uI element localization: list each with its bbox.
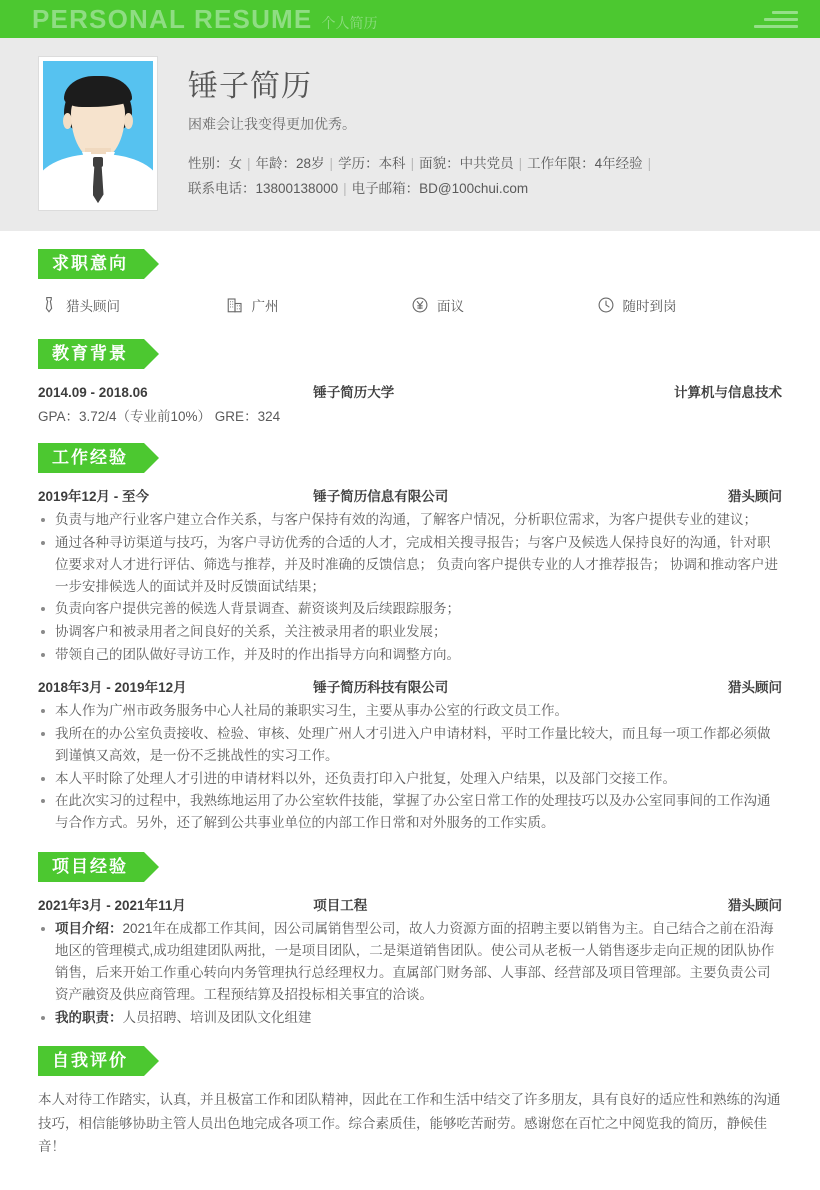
- entry-role: 猎头顾问: [727, 680, 782, 696]
- bullet-text: 2021年在成都工作其间，因公司属销售型公司，故人力资源方面的招聘主要以销售为主。自己结合之前在沿海地区的管理模式,成功组建团队两批，一是项目团队，二是渠道销售团队。使公司从老板一人销售逐步走向正规的团队协作销售，后来开始工作重心转向内务管理执行总经理权力。直属部门财务部、人事部、经营部及项目管理部。主要负责公司资产融资及供应商管理。工程预结算及招投标相关事宜的洽谈。: [55, 921, 775, 1002]
- section-title: 教育背景: [38, 339, 144, 369]
- brand-title-en: PERSONAL RESUME: [32, 4, 313, 34]
- bottom-spacer: [0, 1168, 820, 1190]
- intent-label: 面议: [437, 299, 464, 314]
- entry-subtext: GPA：3.72/4（专业前10%） GRE：324: [38, 409, 281, 424]
- list-item: 带领自己的团队做好寻访工作，并及时的作出指导方向和调整方向。: [38, 644, 782, 666]
- bullet-label: 我的职责：: [55, 1009, 123, 1025]
- bullet-text: 人员招聘、培训及团队文化组建: [122, 1009, 312, 1025]
- list-item: 在此次实习的过程中，我熟练地运用了办公室软件技能，掌握了办公室日常工作的处理技巧以及办公室同事间的工作沟通与合作方式。另外，还了解到公共事业单位的内部工作日常和对外服务的工作实质。: [38, 790, 782, 834]
- brand-title-cn: 个人简历: [321, 15, 378, 31]
- list-item: 通过各种寻访渠道与技巧，为客户寻访优秀的合适的人才，完成相关搜寻报告；与客户及候选人保持良好的沟通，针对职位要求对人才进行评估、筛选与推荐，并及时准确的反馈信息； 负责向客户提供专业的人才推荐报告； 协调和推动客户进一步安排候选人的面试并及时反馈面试结果；: [38, 532, 782, 598]
- intent-item-position: [40, 295, 226, 315]
- entry-date: 2019年12月 - 至今: [38, 489, 150, 504]
- list-item: [38, 1007, 782, 1029]
- entry-header: [38, 676, 782, 696]
- list-item: 本人平时除了处理人才引进的申请材料以外，还负责打印入户批复，处理入户结果，以及部门交接工作。: [38, 768, 782, 790]
- hamburger-menu-icon[interactable]: [754, 7, 798, 32]
- work-entry: [38, 676, 782, 834]
- meta-education: 学历：本科: [338, 156, 406, 171]
- work-bullet-list: [38, 509, 782, 666]
- menu-line-2: [764, 18, 798, 21]
- profile-meta-line-1: [188, 152, 788, 177]
- section-education: [0, 339, 820, 425]
- education-entry: [38, 381, 782, 425]
- entry-date: 2021年3月 - 2021年11月: [38, 898, 186, 914]
- profile-meta-line-2: [188, 177, 788, 202]
- meta-email: 电子邮箱：BD@100chui.com: [351, 180, 529, 196]
- top-header-bar: [0, 0, 820, 38]
- avatar-collar-right: [106, 152, 115, 174]
- list-item: 负责向客户提供完善的候选人背景调查、薪资谈判及后续跟踪服务；: [38, 598, 782, 620]
- section-self-evaluation: [0, 1046, 820, 1158]
- list-item: 我所在的办公室负责接收、检验、审核、处理广州人才引进入户申请材料，平时工作量比较大，而且每一项工作都必须做到谨慎又高效，是一份不乏挑战性的实习工作。: [38, 723, 782, 767]
- meta-divider: |: [647, 156, 652, 171]
- meta-divider: |: [410, 156, 415, 171]
- brand-title: [32, 6, 754, 32]
- entry-project-name: 项目工程: [313, 898, 368, 914]
- entry-header: [38, 381, 782, 401]
- avatar-fringe: [64, 76, 132, 108]
- tie-icon: [40, 296, 58, 314]
- entry-date: 2014.09 - 2018.06: [38, 385, 148, 400]
- profile-band: [0, 38, 820, 231]
- yen-circle-icon: [411, 296, 429, 314]
- section-header-education: [38, 339, 782, 369]
- work-entry: [38, 485, 782, 666]
- section-title: 求职意向: [38, 249, 144, 279]
- section-title: 自我评价: [38, 1046, 144, 1076]
- section-title: 项目经验: [38, 852, 144, 882]
- list-item: 本人作为广州市政务服务中心人社局的兼职实习生，主要从事办公室的行政文员工作。: [38, 700, 782, 722]
- intent-label: 广州: [251, 299, 279, 314]
- avatar-photo: [43, 61, 153, 206]
- intent-item-availability: [597, 295, 783, 315]
- meta-age: 年龄：28岁: [255, 156, 325, 171]
- intent-item-city: [226, 295, 412, 315]
- job-intent-row: [38, 291, 782, 321]
- meta-political-status: 面貌：中共党员: [419, 156, 514, 171]
- section-work-experience: [0, 443, 820, 834]
- avatar: [38, 56, 158, 211]
- entry-organization: 锤子简历大学: [313, 385, 395, 400]
- avatar-collar-left: [82, 152, 91, 174]
- section-header-project: [38, 852, 782, 882]
- profile-slogan: 困难会让我变得更加优秀。: [188, 116, 356, 132]
- entry-organization: 锤子简历信息有限公司: [313, 489, 449, 504]
- meta-gender: 性别：女: [188, 156, 242, 171]
- menu-line-1: [772, 11, 798, 14]
- entry-major: 计算机与信息技术: [673, 385, 782, 400]
- profile-info: [188, 56, 788, 211]
- meta-divider: |: [247, 156, 251, 171]
- project-entry: [38, 894, 782, 1028]
- menu-line-3: [754, 25, 798, 28]
- meta-divider: |: [329, 156, 334, 171]
- bullet-label: 项目介绍：: [55, 921, 123, 937]
- building-icon: [226, 296, 244, 314]
- entry-date: 2018年3月 - 2019年12月: [38, 680, 187, 696]
- section-header-job-intent: [38, 249, 782, 279]
- intent-label: 猎头顾问: [66, 299, 120, 314]
- list-item: [38, 918, 782, 1005]
- entry-role: 猎头顾问: [727, 898, 782, 914]
- list-item: 协调客户和被录用者之间良好的关系，关注被录用者的职业发展；: [38, 621, 782, 643]
- entry-header: [38, 894, 782, 914]
- section-header-self-eval: [38, 1046, 782, 1076]
- profile-name: 锤子简历: [188, 70, 312, 103]
- meta-divider: |: [518, 156, 523, 171]
- avatar-ear-right: [124, 113, 133, 129]
- entry-role: 猎头顾问: [727, 489, 782, 504]
- project-bullet-list: [38, 918, 782, 1028]
- section-job-intent: [0, 249, 820, 321]
- section-project-experience: [0, 852, 820, 1028]
- section-header-work: [38, 443, 782, 473]
- work-bullet-list: [38, 700, 782, 834]
- entry-organization: 锤子简历科技有限公司: [313, 680, 449, 696]
- entry-header: [38, 485, 782, 505]
- self-evaluation-text: 本人对待工作踏实，认真，并且极富工作和团队精神，因此在工作和生活中结交了许多朋友，具有良好的适应性和熟练的沟通技巧，相信能够协助主管人员出色地完成各项工作。综合素质佳，能够吃苦耐劳。感谢您在百忙之中阅览我的简历，静候佳音！: [38, 1092, 781, 1154]
- meta-divider: |: [343, 180, 347, 196]
- section-title: 工作经验: [38, 443, 144, 473]
- list-item: 负责与地产行业客户建立合作关系，与客户保持有效的沟通，了解客户情况，分析职位需求，为客户提供专业的建议；: [38, 509, 782, 531]
- intent-item-salary: [411, 295, 597, 315]
- clock-icon: [597, 296, 615, 314]
- profile-meta: [188, 152, 788, 202]
- meta-years: 工作年限：4年经验: [527, 156, 643, 171]
- intent-label: 随时到岗: [622, 299, 677, 314]
- meta-phone: 联系电话：13800138000: [188, 180, 339, 196]
